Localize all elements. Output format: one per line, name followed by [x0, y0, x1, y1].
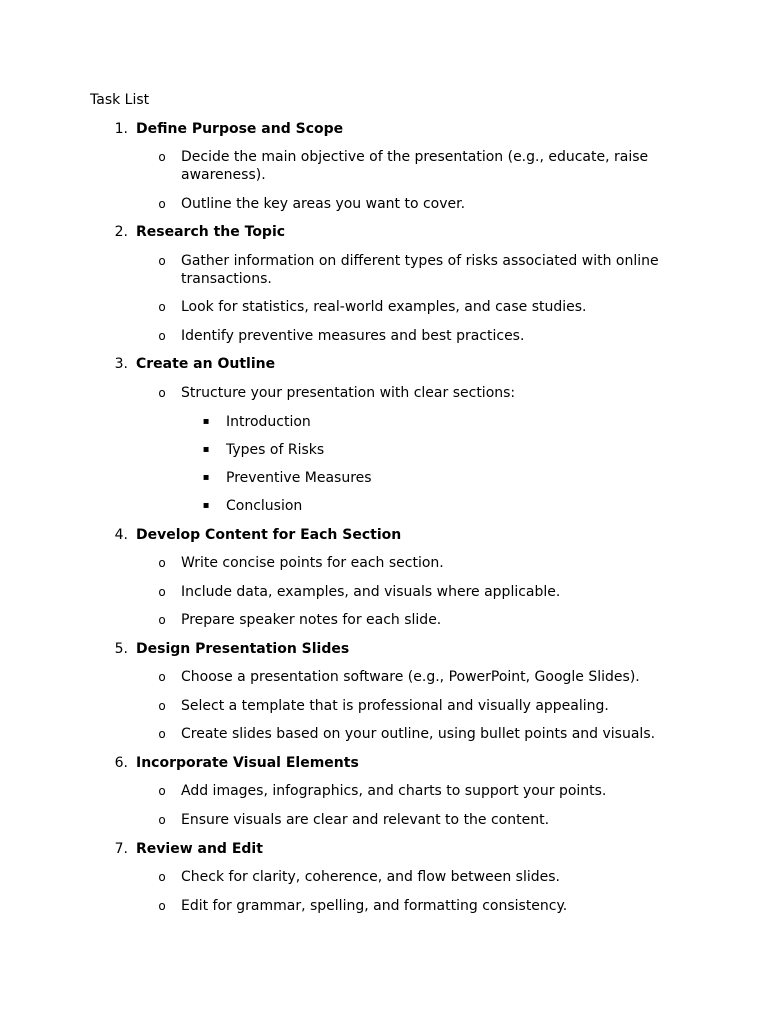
list-item: Decide the main objective of the presentation (e.g., educate, raise awareness).	[181, 149, 649, 183]
circle-bullet-icon: o	[158, 784, 166, 798]
list-number: 7.	[114, 841, 128, 857]
list-number: 3.	[114, 356, 128, 372]
list-item: Identify preventive measures and best practices.	[181, 328, 525, 344]
sub-list-item: Preventive Measures	[226, 470, 372, 486]
list-number: 4.	[114, 527, 128, 543]
list-item: Prepare speaker notes for each slide.	[181, 612, 442, 628]
document-title: Task List	[90, 92, 150, 108]
circle-bullet-icon: o	[158, 727, 166, 741]
circle-bullet-icon: o	[158, 699, 166, 713]
sub-list-item: Types of Risks	[226, 442, 325, 458]
square-bullet-icon: ▪	[202, 500, 210, 511]
list-item: Create slides based on your outline, using bullet points and visuals.	[181, 726, 656, 742]
list-item: Select a template that is professional and visually appealing.	[181, 698, 609, 714]
circle-bullet-icon: o	[158, 300, 166, 314]
circle-bullet-icon: o	[158, 329, 166, 343]
list-number: 1.	[114, 121, 128, 137]
list-number: 5.	[114, 641, 128, 657]
circle-bullet-icon: o	[158, 254, 166, 268]
list-item: Structure your presentation with clear sections:	[181, 385, 516, 401]
list-item: Add images, infographics, and charts to support your points.	[181, 783, 607, 799]
section-heading: Incorporate Visual Elements	[136, 755, 359, 771]
section-heading: Review and Edit	[136, 841, 263, 857]
section-heading: Research the Topic	[136, 224, 286, 240]
square-bullet-icon: ▪	[202, 416, 210, 427]
circle-bullet-icon: o	[158, 613, 166, 627]
circle-bullet-icon: o	[158, 670, 166, 684]
circle-bullet-icon: o	[158, 899, 166, 913]
section-heading: Design Presentation Slides	[136, 641, 350, 657]
list-item: Gather information on different types of risks associated with online transactions.	[181, 253, 659, 287]
list-item: Ensure visuals are clear and relevant to the content.	[181, 812, 550, 828]
circle-bullet-icon: o	[158, 197, 166, 211]
circle-bullet-icon: o	[158, 386, 166, 400]
list-item: Write concise points for each section.	[181, 555, 444, 571]
list-item: Include data, examples, and visuals where applicable.	[181, 584, 561, 600]
list-item: Outline the key areas you want to cover.	[181, 196, 466, 212]
list-item: Check for clarity, coherence, and flow between slides.	[181, 869, 560, 885]
sub-list-item: Conclusion	[226, 498, 303, 514]
list-number: 2.	[114, 224, 128, 240]
circle-bullet-icon: o	[158, 556, 166, 570]
square-bullet-icon: ▪	[202, 472, 210, 483]
circle-bullet-icon: o	[158, 870, 166, 884]
list-number: 6.	[114, 755, 128, 771]
square-bullet-icon: ▪	[202, 444, 210, 455]
circle-bullet-icon: o	[158, 150, 166, 164]
section-heading: Define Purpose and Scope	[136, 121, 344, 137]
sub-list-item: Introduction	[226, 414, 311, 430]
circle-bullet-icon: o	[158, 585, 166, 599]
list-item: Choose a presentation software (e.g., PowerPoint, Google Slides).	[181, 669, 640, 685]
section-heading: Create an Outline	[136, 356, 276, 372]
list-item: Edit for grammar, spelling, and formatting consistency.	[181, 898, 568, 914]
list-item: Look for statistics, real-world examples, and case studies.	[181, 299, 587, 315]
section-heading: Develop Content for Each Section	[136, 527, 402, 543]
circle-bullet-icon: o	[158, 813, 166, 827]
